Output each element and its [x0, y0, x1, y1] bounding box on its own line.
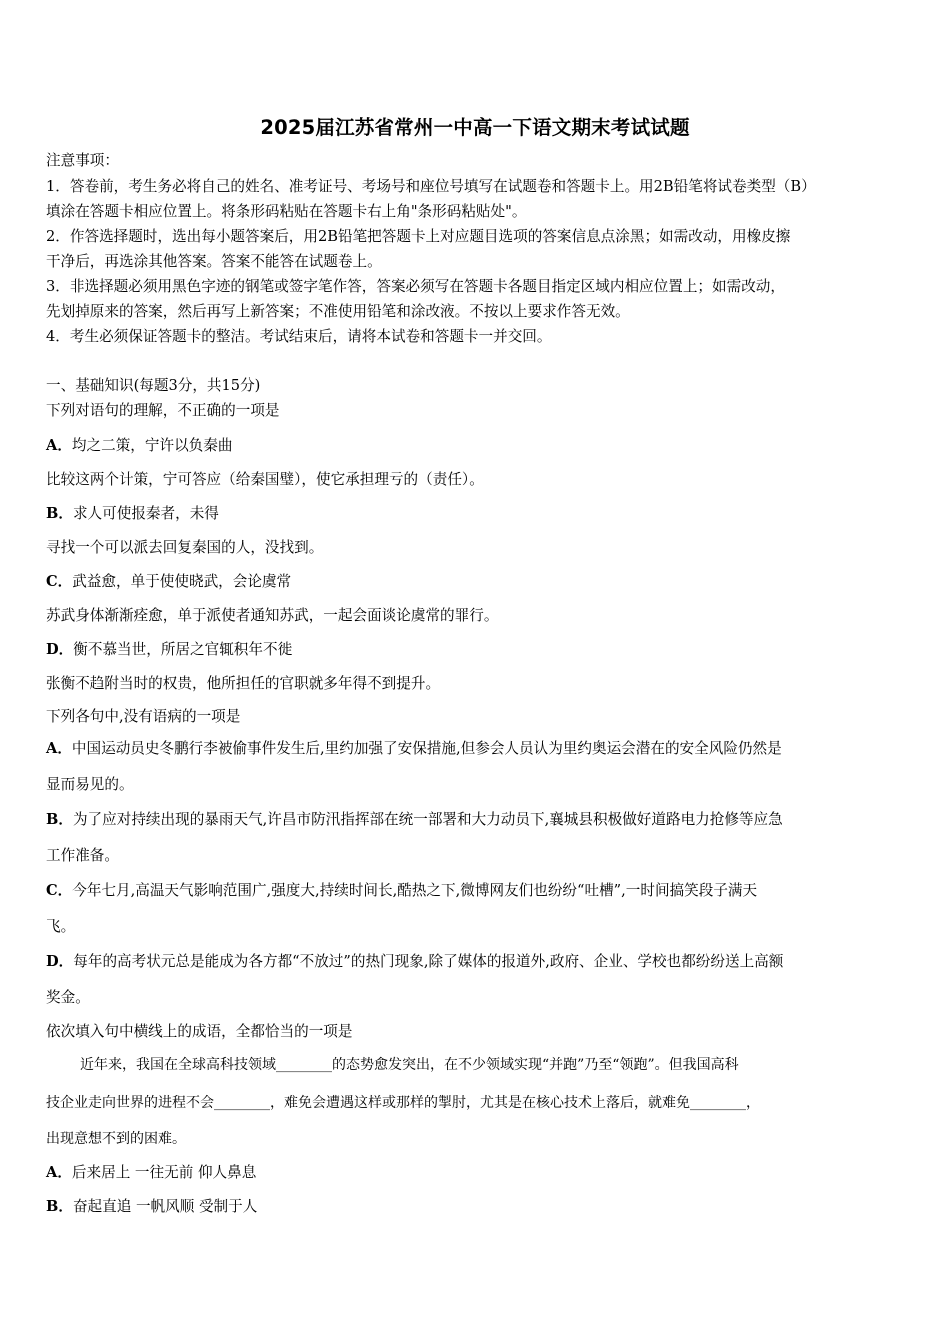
option-label: A．: [46, 1164, 72, 1181]
option-d: [46, 640, 292, 660]
notice-line: 先划掉原来的答案，然后再写上新答案；不准使用铅笔和涂改液。不按以上要求作答无效。: [46, 303, 630, 320]
option-explanation: 比较这两个计策，宁可答应（给秦国璧），使它承担理亏的（责任）。: [46, 471, 484, 488]
question-stem: 依次填入句中横线上的成语，全都恰当的一项是: [46, 1023, 353, 1040]
option-text-cont: 飞。: [46, 918, 76, 935]
option-explanation: 苏武身体渐渐痊愈，单于派使者通知苏武，一起会面谈论虞常的罪行。: [46, 607, 499, 624]
option-label: B．: [46, 1198, 73, 1215]
option-text: 武益愈，单于使使晓武，会论虞常: [72, 573, 292, 590]
notice-line: 2．作答选择题时，选出每小题答案后，用2B铅笔把答题卡上对应题目选项的答案信息点涂黑；如需改动，用橡皮擦: [46, 228, 791, 245]
option-label: A．: [46, 740, 72, 757]
option-label: C．: [46, 573, 73, 590]
option-explanation: 张衡不趋附当时的权贵，他所担任的官职就多年得不到提升。: [46, 675, 441, 692]
option-text: 今年七月,高温天气影响范围广,强度大,持续时间长,酷热之下,微博网友们也纷纷“吐槽”,一时间搞笑段子满天: [72, 882, 758, 899]
option-b: [46, 810, 783, 830]
question-stem: 下列各句中,没有语病的一项是: [46, 708, 241, 725]
question-stem: 下列对语句的理解，不正确的一项是: [46, 402, 280, 419]
option-label: D．: [46, 953, 74, 970]
option-text: 每年的高考状元总是能成为各方都“不放过”的热门现象,除了媒体的报道外,政府、企业、学校也都纷纷送上高额: [73, 953, 784, 970]
notice-line: 填涂在答题卡相应位置上。将条形码粘贴在答题卡右上角"条形码粘贴处"。: [46, 203, 527, 220]
option-label: D．: [46, 641, 74, 658]
option-text-cont: 奖金。: [46, 989, 90, 1006]
option-text: 均之二策，宁许以负秦曲: [71, 437, 233, 454]
page-title: 2025届江苏省常州一中高一下语文期末考试试题: [260, 116, 690, 139]
notice-line: 4．考生必须保证答题卡的整洁。考试结束后，请将本试卷和答题卡一并交回。: [46, 328, 552, 345]
option-d: [46, 952, 783, 972]
option-text-cont: 工作准备。: [46, 847, 119, 864]
option-text-cont: 显而易见的。: [46, 776, 134, 793]
option-b: [46, 1197, 257, 1217]
notice-heading: 注意事项：: [46, 152, 119, 169]
section-heading: 一、基础知识(每题3分，共15分): [46, 377, 261, 394]
option-a: [46, 1163, 256, 1183]
option-c: [46, 572, 291, 592]
notice-line: 1．答卷前，考生务必将自己的姓名、准考证号、考场号和座位号填写在试题卷和答题卡上。用2B铅笔将试卷类型（B）: [46, 178, 816, 195]
passage-line: 出现意想不到的困难。: [46, 1131, 186, 1147]
option-text: 衡不慕当世，所居之官辄积年不徙: [73, 641, 293, 658]
option-a: [46, 436, 232, 456]
option-explanation: 寻找一个可以派去回复秦国的人，没找到。: [46, 539, 324, 556]
option-text: 求人可使报秦者，未得: [72, 505, 219, 522]
option-a: [46, 739, 782, 759]
notice-line: 干净后，再选涂其他答案。答案不能答在试题卷上。: [46, 253, 382, 270]
option-label: A．: [46, 437, 72, 454]
option-text: 后来居上 一往无前 仰人鼻息: [71, 1164, 257, 1181]
notice-line: 3．非选择题必须用黑色字迹的钢笔或签字笔作答，答案必须写在答题卡各题目指定区域内相应位置上；如需改动，: [46, 278, 785, 295]
option-c: [46, 881, 757, 901]
passage-line: 近年来，我国在全球高科技领域________的态势愈发突出，在不少领域实现“并跑”乃至“领跑”。但我国高科: [80, 1057, 739, 1073]
option-label: C．: [46, 882, 73, 899]
option-text: 奋起直追 一帆风顺 受制于人: [72, 1198, 258, 1215]
option-label: B．: [46, 505, 73, 522]
option-text: 中国运动员史冬鹏行李被偷事件发生后,里约加强了安保措施,但参会人员认为里约奥运会潜在的安全风险仍然是: [71, 740, 782, 757]
option-text: 为了应对持续出现的暴雨天气,许昌市防汛指挥部在统一部署和大力动员下,襄城县积极做好道路电力抢修等应急: [72, 811, 783, 828]
option-b: [46, 504, 219, 524]
passage-line: 技企业走向世界的进程不会________，难免会遭遇这样或那样的掣肘，尤其是在核心技术上落后，就难免________，: [46, 1095, 760, 1111]
option-label: B．: [46, 811, 73, 828]
